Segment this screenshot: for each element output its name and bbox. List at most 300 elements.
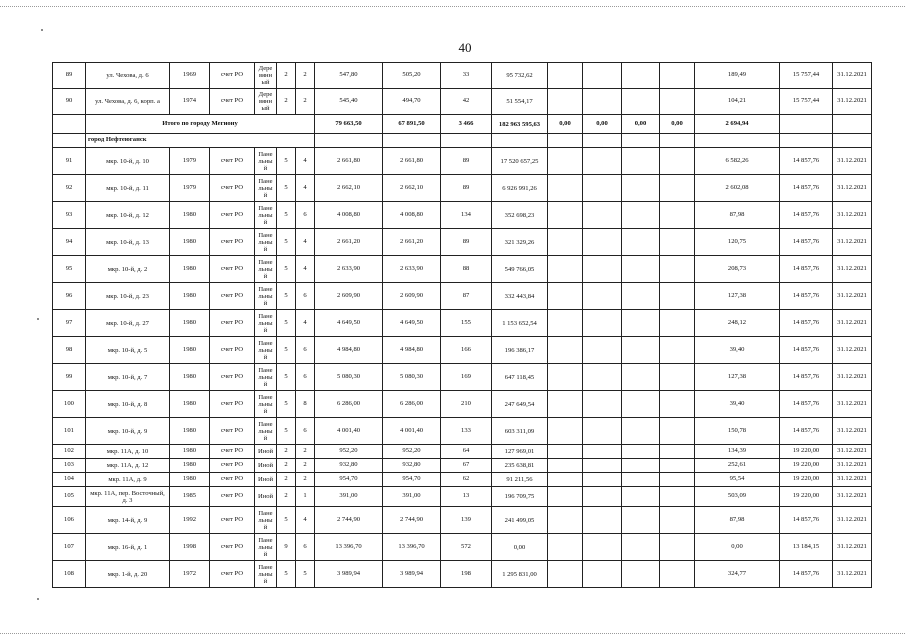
unit-cost-cell: 248,12 xyxy=(695,310,780,337)
entrances-cell: 4 xyxy=(296,175,315,202)
address-cell: мкр. 10-й, д. 13 xyxy=(86,229,170,256)
row-number-cell: 91 xyxy=(53,148,86,175)
address-cell: мкр. 11А, д. 10 xyxy=(86,445,170,459)
entrances-cell: 6 xyxy=(296,418,315,445)
floors-cell: 5 xyxy=(277,391,296,418)
floors-cell: 2 xyxy=(277,473,296,487)
cost-item-cell xyxy=(583,89,622,115)
address-cell: ул. Чехова, д. 6 xyxy=(86,63,170,89)
floors-cell: 5 xyxy=(277,364,296,391)
fund-method-cell: счет РО xyxy=(210,89,255,115)
max-unit-cost-cell: 14 857,76 xyxy=(780,283,833,310)
page-number: 40 xyxy=(458,40,472,55)
fund-method-cell: счет РО xyxy=(210,445,255,459)
cost-item-cell xyxy=(660,229,695,256)
repair-cost-cell: 1 295 831,00 xyxy=(492,561,548,588)
cost-item-sum-cell: 0,00 xyxy=(660,115,695,134)
residential-area-cell: 2 633,90 xyxy=(383,256,441,283)
address-cell: мкр. 10-й, д. 8 xyxy=(86,391,170,418)
cost-item-cell xyxy=(660,148,695,175)
wall-material-cell: Пане льны й xyxy=(255,534,277,561)
cost-item-cell xyxy=(548,202,583,229)
cost-item-cell xyxy=(660,283,695,310)
floors-cell: 2 xyxy=(277,63,296,89)
cost-item-cell xyxy=(622,364,660,391)
empty-cell xyxy=(548,134,583,148)
row-number-cell: 90 xyxy=(53,89,86,115)
cost-item-cell xyxy=(548,445,583,459)
residential-area-cell: 3 989,94 xyxy=(383,561,441,588)
cost-item-cell xyxy=(660,364,695,391)
deadline-date-cell: 31.12.2021 xyxy=(833,202,872,229)
cost-item-cell xyxy=(622,148,660,175)
wall-material-cell: Пане льны й xyxy=(255,507,277,534)
table-row xyxy=(53,459,872,473)
empty-cell xyxy=(383,134,441,148)
address-cell: мкр. 14-й, д. 9 xyxy=(86,507,170,534)
deadline-date-cell: 31.12.2021 xyxy=(833,507,872,534)
repair-cost-cell: 196 709,75 xyxy=(492,487,548,507)
cost-item-cell xyxy=(622,175,660,202)
cost-item-cell xyxy=(660,534,695,561)
deadline-date-cell: 31.12.2021 xyxy=(833,561,872,588)
unit-cost-cell: 87,98 xyxy=(695,507,780,534)
residential-area-cell: 2 661,20 xyxy=(383,229,441,256)
entrances-cell: 6 xyxy=(296,202,315,229)
floors-cell: 5 xyxy=(277,561,296,588)
cost-item-cell xyxy=(622,229,660,256)
table-body xyxy=(53,63,872,588)
year-cell: 1998 xyxy=(170,534,210,561)
deadline-date-cell: 31.12.2021 xyxy=(833,310,872,337)
cost-item-cell xyxy=(548,256,583,283)
repair-cost-cell: 6 926 991,26 xyxy=(492,175,548,202)
deadline-date-cell: 31.12.2021 xyxy=(833,391,872,418)
residential-area-cell: 5 080,30 xyxy=(383,364,441,391)
scan-top-edge xyxy=(0,6,905,7)
table-row xyxy=(53,256,872,283)
unit-cost-cell: 87,98 xyxy=(695,202,780,229)
table-row xyxy=(53,202,872,229)
total-label-cell: Итого по городу Мегиону xyxy=(86,115,315,134)
wall-material-cell: Дере вянн ый xyxy=(255,63,277,89)
address-cell: мкр. 10-й, д. 2 xyxy=(86,256,170,283)
city-section-label: город Нефтеюганск xyxy=(86,134,315,148)
table-row xyxy=(53,63,872,89)
cost-item-cell xyxy=(548,148,583,175)
floors-cell: 5 xyxy=(277,175,296,202)
table-row xyxy=(53,445,872,459)
wall-material-cell: Пане льны й xyxy=(255,256,277,283)
residents-cell: 166 xyxy=(441,337,492,364)
residential-area-cell: 2 662,10 xyxy=(383,175,441,202)
cost-item-cell xyxy=(660,391,695,418)
row-number-cell: 104 xyxy=(53,473,86,487)
cost-item-cell xyxy=(583,148,622,175)
entrances-cell: 2 xyxy=(296,473,315,487)
floors-cell: 5 xyxy=(277,202,296,229)
total-area-cell: 954,70 xyxy=(315,473,383,487)
entrances-cell: 4 xyxy=(296,256,315,283)
table-row xyxy=(53,310,872,337)
address-cell: мкр. 10-й, д. 7 xyxy=(86,364,170,391)
year-cell: 1980 xyxy=(170,364,210,391)
address-cell: мкр. 11А, пер. Восточный, д. 3 xyxy=(86,487,170,507)
fund-method-cell: счет РО xyxy=(210,63,255,89)
row-number-cell: 89 xyxy=(53,63,86,89)
total-area-cell: 4 001,40 xyxy=(315,418,383,445)
repair-cost-cell: 0,00 xyxy=(492,534,548,561)
deadline-date-cell: 31.12.2021 xyxy=(833,256,872,283)
residential-area-cell: 505,20 xyxy=(383,63,441,89)
total-area-cell: 2 661,20 xyxy=(315,229,383,256)
row-number-cell: 97 xyxy=(53,310,86,337)
max-unit-cost-sum-cell xyxy=(780,115,833,134)
residential-area-cell: 4 649,50 xyxy=(383,310,441,337)
total-row xyxy=(53,115,872,134)
table-row xyxy=(53,507,872,534)
cost-item-cell xyxy=(622,256,660,283)
cost-item-cell xyxy=(660,310,695,337)
cost-item-cell xyxy=(548,487,583,507)
cost-item-cell xyxy=(583,364,622,391)
residential-area-cell: 2 609,90 xyxy=(383,283,441,310)
cost-item-cell xyxy=(660,63,695,89)
entrances-cell: 2 xyxy=(296,63,315,89)
wall-material-cell: Дере вянн ый xyxy=(255,89,277,115)
cost-item-cell xyxy=(583,487,622,507)
cost-item-cell xyxy=(583,418,622,445)
row-number-cell: 94 xyxy=(53,229,86,256)
table-row xyxy=(53,418,872,445)
cost-item-cell xyxy=(583,391,622,418)
cost-item-cell xyxy=(660,89,695,115)
unit-cost-cell: 104,21 xyxy=(695,89,780,115)
cost-item-cell xyxy=(548,473,583,487)
residential-area-cell: 13 396,70 xyxy=(383,534,441,561)
cost-item-cell xyxy=(622,63,660,89)
repair-cost-cell: 17 520 657,25 xyxy=(492,148,548,175)
cost-item-cell xyxy=(583,473,622,487)
table-row xyxy=(53,283,872,310)
year-cell: 1969 xyxy=(170,63,210,89)
empty-cell xyxy=(660,134,695,148)
row-number-cell: 102 xyxy=(53,445,86,459)
fund-method-cell: счет РО xyxy=(210,534,255,561)
unit-cost-cell: 150,78 xyxy=(695,418,780,445)
residential-area-cell: 2 744,90 xyxy=(383,507,441,534)
floors-cell: 5 xyxy=(277,507,296,534)
repair-cost-cell: 321 329,26 xyxy=(492,229,548,256)
cost-item-cell xyxy=(548,63,583,89)
year-cell: 1980 xyxy=(170,337,210,364)
wall-material-cell: Пане льны й xyxy=(255,310,277,337)
max-unit-cost-cell: 14 857,76 xyxy=(780,391,833,418)
table-row xyxy=(53,337,872,364)
cost-item-cell xyxy=(548,310,583,337)
cost-item-cell xyxy=(583,63,622,89)
residents-cell: 42 xyxy=(441,89,492,115)
row-number-cell: 99 xyxy=(53,364,86,391)
year-cell: 1979 xyxy=(170,148,210,175)
address-cell: мкр. 10-й, д. 5 xyxy=(86,337,170,364)
residents-sum-cell: 3 466 xyxy=(441,115,492,134)
cost-item-sum-cell: 0,00 xyxy=(622,115,660,134)
empty-cell xyxy=(441,134,492,148)
margin-mark xyxy=(41,29,43,31)
residential-area-cell: 2 661,80 xyxy=(383,148,441,175)
row-number-cell: 103 xyxy=(53,459,86,473)
deadline-date-cell: 31.12.2021 xyxy=(833,364,872,391)
floors-cell: 5 xyxy=(277,256,296,283)
scan-bottom-edge xyxy=(0,633,905,634)
cost-item-cell xyxy=(660,487,695,507)
year-cell: 1980 xyxy=(170,418,210,445)
total-spacer-cell xyxy=(53,115,86,134)
residents-cell: 87 xyxy=(441,283,492,310)
residents-cell: 210 xyxy=(441,391,492,418)
floors-cell: 5 xyxy=(277,310,296,337)
residential-area-cell: 6 286,00 xyxy=(383,391,441,418)
year-cell: 1980 xyxy=(170,391,210,418)
entrances-cell: 2 xyxy=(296,89,315,115)
wall-material-cell: Иной xyxy=(255,445,277,459)
entrances-cell: 8 xyxy=(296,391,315,418)
wall-material-cell: Пане льны й xyxy=(255,148,277,175)
repair-cost-cell: 95 732,62 xyxy=(492,63,548,89)
residential-area-cell: 954,70 xyxy=(383,473,441,487)
cost-item-cell xyxy=(548,229,583,256)
residential-area-cell: 494,70 xyxy=(383,89,441,115)
residents-cell: 572 xyxy=(441,534,492,561)
floors-cell: 5 xyxy=(277,148,296,175)
cost-item-cell xyxy=(583,283,622,310)
entrances-cell: 1 xyxy=(296,487,315,507)
cost-item-cell xyxy=(583,445,622,459)
cost-item-cell xyxy=(548,507,583,534)
address-cell: мкр. 16-й, д. 1 xyxy=(86,534,170,561)
table-row xyxy=(53,364,872,391)
table-row xyxy=(53,534,872,561)
total-area-cell: 2 633,90 xyxy=(315,256,383,283)
cost-item-cell xyxy=(622,459,660,473)
wall-material-cell: Иной xyxy=(255,473,277,487)
year-cell: 1979 xyxy=(170,175,210,202)
residents-cell: 88 xyxy=(441,256,492,283)
total-area-cell: 5 080,30 xyxy=(315,364,383,391)
cost-item-cell xyxy=(622,507,660,534)
unit-cost-cell: 134,39 xyxy=(695,445,780,459)
residents-cell: 89 xyxy=(441,229,492,256)
year-cell: 1980 xyxy=(170,445,210,459)
unit-cost-cell: 503,09 xyxy=(695,487,780,507)
wall-material-cell: Пане льны й xyxy=(255,418,277,445)
cost-item-cell xyxy=(548,459,583,473)
residents-cell: 13 xyxy=(441,487,492,507)
residential-area-cell: 4 001,40 xyxy=(383,418,441,445)
floors-cell: 2 xyxy=(277,459,296,473)
row-number-cell: 93 xyxy=(53,202,86,229)
total-area-cell: 4 008,80 xyxy=(315,202,383,229)
cost-item-cell xyxy=(660,445,695,459)
deadline-date-cell: 31.12.2021 xyxy=(833,445,872,459)
residents-cell: 139 xyxy=(441,507,492,534)
residents-cell: 62 xyxy=(441,473,492,487)
cost-item-cell xyxy=(622,89,660,115)
cost-item-cell xyxy=(583,202,622,229)
cost-item-sum-cell: 0,00 xyxy=(548,115,583,134)
cost-item-cell xyxy=(583,507,622,534)
empty-cell xyxy=(622,134,660,148)
unit-cost-cell: 252,61 xyxy=(695,459,780,473)
max-unit-cost-cell: 14 857,76 xyxy=(780,229,833,256)
fund-method-cell: счет РО xyxy=(210,256,255,283)
repair-cost-cell: 247 649,54 xyxy=(492,391,548,418)
address-cell: мкр. 11А, д. 9 xyxy=(86,473,170,487)
row-number-cell: 96 xyxy=(53,283,86,310)
repair-cost-cell: 332 443,84 xyxy=(492,283,548,310)
deadline-date-cell: 31.12.2021 xyxy=(833,473,872,487)
margin-mark xyxy=(37,598,39,600)
deadline-date-cell: 31.12.2021 xyxy=(833,148,872,175)
total-area-cell: 547,80 xyxy=(315,63,383,89)
floors-cell: 5 xyxy=(277,418,296,445)
fund-method-cell: счет РО xyxy=(210,283,255,310)
cost-item-cell xyxy=(583,561,622,588)
cost-item-cell xyxy=(583,310,622,337)
unit-cost-cell: 120,75 xyxy=(695,229,780,256)
total-area-cell: 932,80 xyxy=(315,459,383,473)
deadline-date-sum-cell xyxy=(833,115,872,134)
floors-cell: 2 xyxy=(277,445,296,459)
repair-cost-cell: 241 499,05 xyxy=(492,507,548,534)
fund-method-cell: счет РО xyxy=(210,202,255,229)
deadline-date-cell: 31.12.2021 xyxy=(833,175,872,202)
row-number-cell: 95 xyxy=(53,256,86,283)
residents-cell: 198 xyxy=(441,561,492,588)
year-cell: 1972 xyxy=(170,561,210,588)
cost-item-cell xyxy=(583,256,622,283)
year-cell: 1992 xyxy=(170,507,210,534)
cost-item-sum-cell: 0,00 xyxy=(583,115,622,134)
entrances-cell: 2 xyxy=(296,459,315,473)
cost-item-cell xyxy=(622,473,660,487)
wall-material-cell: Пане льны й xyxy=(255,337,277,364)
margin-mark xyxy=(37,318,39,320)
cost-item-cell xyxy=(622,445,660,459)
floors-cell: 2 xyxy=(277,89,296,115)
unit-cost-cell: 189,49 xyxy=(695,63,780,89)
unit-cost-cell: 2 602,08 xyxy=(695,175,780,202)
total-area-cell: 3 989,94 xyxy=(315,561,383,588)
total-area-cell: 2 661,80 xyxy=(315,148,383,175)
fund-method-cell: счет РО xyxy=(210,364,255,391)
address-cell: мкр. 11А, д. 12 xyxy=(86,459,170,473)
repair-cost-cell: 235 638,81 xyxy=(492,459,548,473)
deadline-date-cell: 31.12.2021 xyxy=(833,418,872,445)
cost-item-cell xyxy=(548,89,583,115)
row-number-cell: 101 xyxy=(53,418,86,445)
residents-cell: 155 xyxy=(441,310,492,337)
max-unit-cost-cell: 14 857,76 xyxy=(780,364,833,391)
cost-item-cell xyxy=(660,418,695,445)
cost-item-cell xyxy=(548,418,583,445)
row-number-cell: 105 xyxy=(53,487,86,507)
year-cell: 1980 xyxy=(170,473,210,487)
cost-item-cell xyxy=(622,418,660,445)
cost-item-cell xyxy=(622,487,660,507)
total-area-cell: 952,20 xyxy=(315,445,383,459)
total-area-cell: 2 744,90 xyxy=(315,507,383,534)
total-area-cell: 391,00 xyxy=(315,487,383,507)
max-unit-cost-cell: 14 857,76 xyxy=(780,256,833,283)
fund-method-cell: счет РО xyxy=(210,148,255,175)
table-row xyxy=(53,175,872,202)
max-unit-cost-cell: 14 857,76 xyxy=(780,310,833,337)
residents-cell: 133 xyxy=(441,418,492,445)
unit-cost-cell: 39,40 xyxy=(695,391,780,418)
cost-item-cell xyxy=(548,534,583,561)
max-unit-cost-cell: 19 220,00 xyxy=(780,445,833,459)
deadline-date-cell: 31.12.2021 xyxy=(833,337,872,364)
cost-item-cell xyxy=(548,175,583,202)
repair-cost-cell: 91 211,56 xyxy=(492,473,548,487)
cost-item-cell xyxy=(622,561,660,588)
empty-cell xyxy=(695,134,780,148)
entrances-cell: 4 xyxy=(296,148,315,175)
fund-method-cell: счет РО xyxy=(210,175,255,202)
empty-cell xyxy=(833,134,872,148)
year-cell: 1985 xyxy=(170,487,210,507)
empty-cell xyxy=(583,134,622,148)
cost-item-cell xyxy=(622,337,660,364)
entrances-cell: 4 xyxy=(296,310,315,337)
cost-item-cell xyxy=(660,202,695,229)
max-unit-cost-cell: 14 857,76 xyxy=(780,337,833,364)
deadline-date-cell: 31.12.2021 xyxy=(833,63,872,89)
fund-method-cell: счет РО xyxy=(210,229,255,256)
cost-item-cell xyxy=(548,391,583,418)
deadline-date-cell: 31.12.2021 xyxy=(833,283,872,310)
total-area-cell: 2 662,10 xyxy=(315,175,383,202)
unit-cost-cell: 324,77 xyxy=(695,561,780,588)
total-area-cell: 4 984,80 xyxy=(315,337,383,364)
unit-cost-cell: 0,00 xyxy=(695,534,780,561)
residents-cell: 89 xyxy=(441,175,492,202)
repair-cost-cell: 603 311,09 xyxy=(492,418,548,445)
total-area-cell: 4 649,50 xyxy=(315,310,383,337)
residential-area-cell: 4 984,80 xyxy=(383,337,441,364)
table-row xyxy=(53,561,872,588)
repair-cost-cell: 352 698,23 xyxy=(492,202,548,229)
empty-cell xyxy=(780,134,833,148)
cost-item-cell xyxy=(660,337,695,364)
cost-item-cell xyxy=(622,534,660,561)
cost-item-cell xyxy=(660,459,695,473)
cost-item-cell xyxy=(660,175,695,202)
housing-registry-table xyxy=(52,62,872,588)
entrances-cell: 6 xyxy=(296,283,315,310)
unit-cost-cell: 208,73 xyxy=(695,256,780,283)
cost-item-cell xyxy=(548,364,583,391)
cost-item-cell xyxy=(660,561,695,588)
empty-cell xyxy=(315,134,383,148)
repair-cost-cell: 1 153 652,54 xyxy=(492,310,548,337)
cost-item-cell xyxy=(622,391,660,418)
section-header-row xyxy=(53,134,872,148)
max-unit-cost-cell: 14 857,76 xyxy=(780,202,833,229)
table-row xyxy=(53,487,872,507)
